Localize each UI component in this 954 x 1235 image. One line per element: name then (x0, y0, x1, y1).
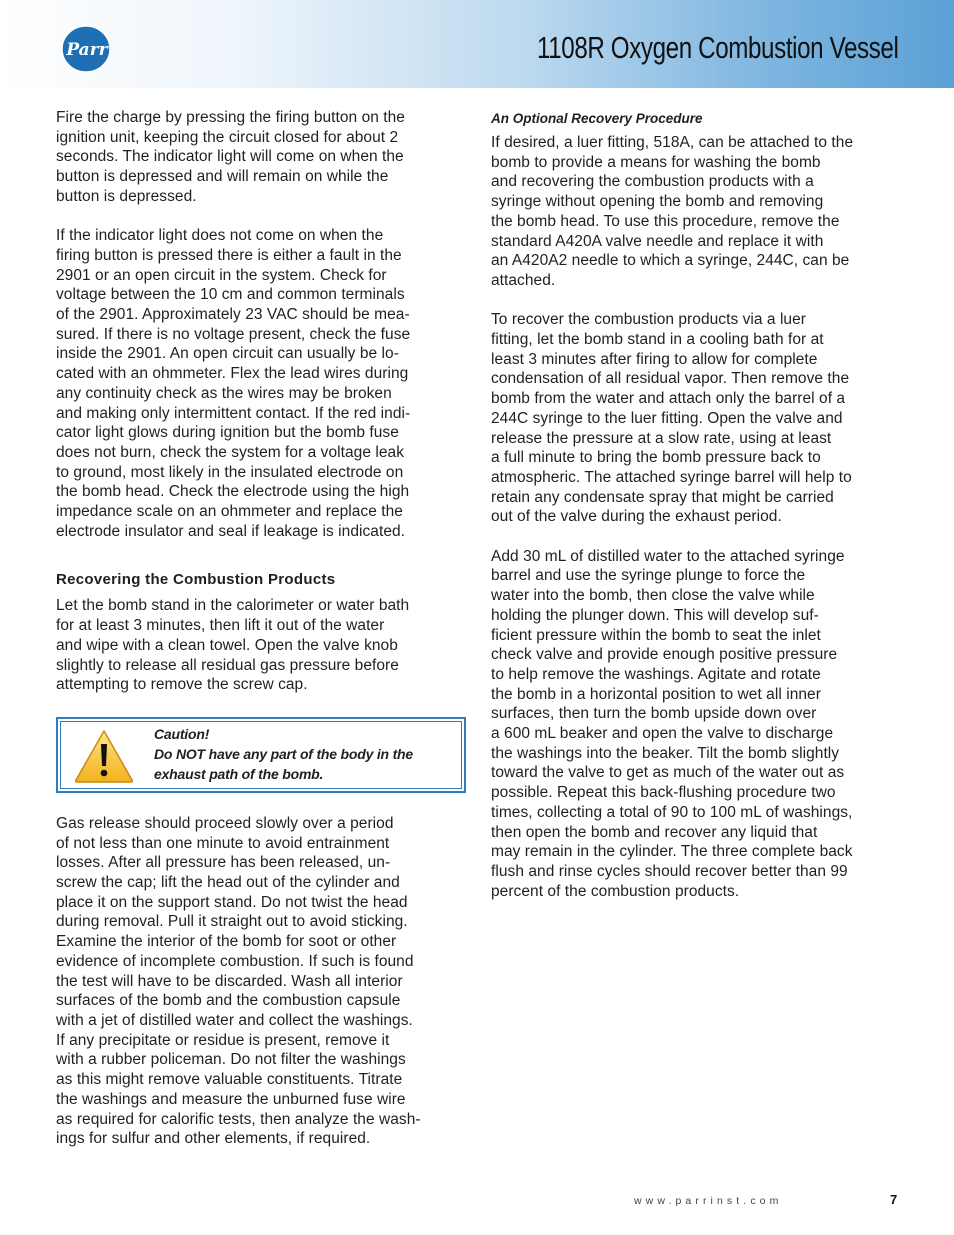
caution-text: Caution! Do NOT have any part of the body in the exhaust path of the bomb. (154, 725, 413, 782)
page-header (0, 0, 954, 88)
parr-logo-icon (59, 24, 115, 74)
page-number: 7 (890, 1192, 898, 1207)
paragraph-recover-via-luer: To recover the combustion products via a luer fitting, let the bomb stand in a cooling bath for at least 3 minutes after firing to allow for complete condensation of all residual vapor. Then remove the bomb from the water and attach only the barrel of a 244C syringe to the luer fitting. Open the valve and release the pressure at a slow rate, using at least a full minute to bring the bomb pressure back to atmospheric. The attached syringe barrel will help to retain any condensate spray that might be carried out of the valve during the exhaust period. (491, 311, 852, 526)
section-heading: Recovering the Combustion Products (56, 571, 336, 589)
right-column (491, 108, 901, 921)
optional-procedure-heading: An Optional Recovery Procedure (491, 111, 703, 126)
paragraph-troubleshooting: If the indicator light does not come on when the firing button is pressed there is either a fault in the 2901 or an open circuit in the system. Check for voltage between the 10 cm and common terminals of the 2901. Approximately 23 VAC should be mea- sured. If there is no voltage present, check the fuse inside the 2901. An open circuit can usually be lo- cated with an ohmmeter. Flex the lead wires during any continuity check as the wires may be broken and making only intermittent contact. If the red indi- cator light glows during ignition but the bomb fuse does not burn, check the system for a voltage leak to ground, most likely in the insulated electrode on the bomb head. Check the electrode using the high impedance scale on an ohmmeter and replace the electrode insulator and seal if leakage is indicated. (56, 227, 411, 540)
logo-text: Parr (66, 40, 108, 60)
paragraph-recovery: Let the bomb stand in the calorimeter or water bath for at least 3 minutes, then lift it out of the water and wipe with a clean towel. Open the valve knob slightly to release all residual gas pressure before attempting to remove the screw cap. (56, 597, 410, 694)
left-column (56, 108, 464, 1169)
caution-box (56, 717, 466, 793)
footer-url: www.parrinst.com (634, 1195, 783, 1207)
paragraph-luer-fitting: If desired, a luer fitting, 518A, can be attached to the bomb to provide a means for washing the bomb and recovering the combustion products with a syringe without opening the bomb and removing the bomb head. To use this procedure, remove the standard A420A valve needle and replace it with an A420A2 needle to which a syringe, 244C, can be attached. (491, 134, 854, 289)
document-title: 1108R Oxygen Combustion Vessel (536, 30, 898, 65)
warning-triangle-icon (73, 728, 135, 784)
paragraph-firing: Fire the charge by pressing the firing button on the ignition unit, keeping the circuit closed for about 2 seconds. The indicator light will come on when the button is depressed and will remain on while the button is depressed. (56, 109, 405, 205)
paragraph-washing: Add 30 mL of distilled water to the attached syringe barrel and use the syringe plunge to force the water into the bomb, then close the valve while holding the plunger down. This will develop suf- ficient pressure within the bomb to seat the inlet check valve and provide enough positive pressure to help remove the washings. Agitate and rotate the bomb in a horizontal position to wet all inner surfaces, then turn the bomb upside down over a 600 mL beaker and open the valve to discharge the washings into the beaker. Tilt the bomb slightly toward the valve to get as much of the water out as possible. Repeat this back-flushing procedure two times, collecting a total of 90 to 100 mL of washings, then open the bomb and recover any liquid that may remain in the cylinder. The three complete back flush and rinse cycles should recover better than 99 percent of the combustion products. (491, 547, 853, 900)
paragraph-gas-release: Gas release should proceed slowly over a period of not less than one minute to avoid entrainment losses. After all pressure has been released, un- screw the cap; lift the head out of the cylinder and place it on the support stand. Do not twist the head during removal. Pull it straight out to avoid sticking. Examine the interior of the bomb for soot or other evidence of incomplete combustion. If such is found the test will have to be discarded. Wash all interior surfaces of the bomb and the combustion capsule with a jet of distilled water and collect the washings. If any precipitate or residue is present, remove it with a rubber policeman. Do not filter the washings as this might remove valuable constituents. Titrate the washings and measure the unburned fuse wire as required for calorific tests, then analyze the wash- ings for sulfur and other elements, if required. (56, 814, 421, 1148)
